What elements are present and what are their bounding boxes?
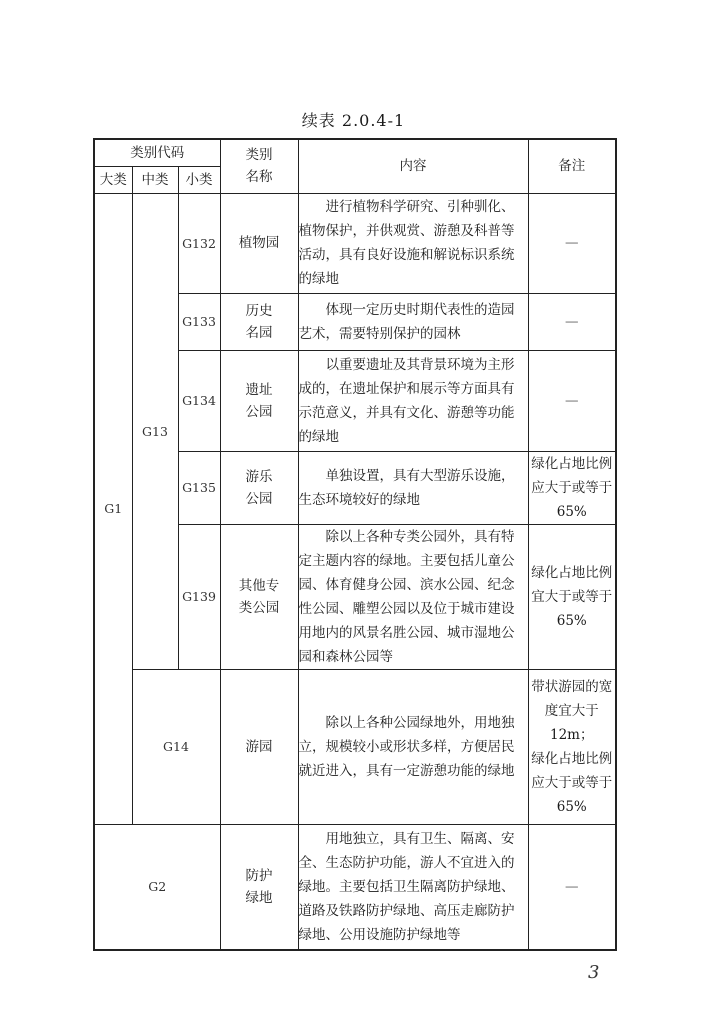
category-name-line: 防护 <box>245 867 273 884</box>
category-remark: 绿化占地比例应大于或等于65% <box>528 451 616 524</box>
table-row <box>94 669 616 824</box>
minor-code: G133 <box>178 293 220 350</box>
remark-line: 绿化占地比例应大于或等于65% <box>531 750 613 815</box>
category-name-line: 历史 <box>245 302 273 319</box>
category-name-line: 绿地 <box>245 889 273 906</box>
major-code-g1: G1 <box>94 193 132 824</box>
category-name-line: 类公园 <box>238 599 280 616</box>
header-middle: 中类 <box>132 166 178 193</box>
major-code-g2: G2 <box>94 824 220 950</box>
category-name <box>220 524 298 669</box>
minor-code: G134 <box>178 350 220 451</box>
category-name-line: 名园 <box>245 324 273 341</box>
category-name-line: 游乐 <box>245 468 273 485</box>
header-name <box>220 139 298 193</box>
header-content: 内容 <box>298 139 528 193</box>
category-name <box>220 293 298 350</box>
category-name <box>220 350 298 451</box>
category-content: 用地独立，具有卫生、隔离、安全、生态防护功能，游人不宜进入的绿地。主要包括卫生隔离防护绿地、道路及铁路防护绿地、高压走廊防护绿地、公用设施防护绿地等 <box>298 824 528 950</box>
category-name <box>220 451 298 524</box>
table-row <box>94 193 616 293</box>
category-name-line: 公园 <box>245 490 273 507</box>
category-remark: — <box>528 293 616 350</box>
header-name-line1: 类别 <box>245 147 273 164</box>
header-code-group: 类别代码 <box>94 139 220 166</box>
category-name-line: 植物园 <box>238 235 280 251</box>
header-remark: 备注 <box>528 139 616 193</box>
table-row <box>94 824 616 950</box>
category-content: 除以上各种公园绿地外，用地独立，规模较小或形状多样，方便居民就近进入，具有一定游憩功能的绿地 <box>298 669 528 824</box>
category-name-line: 公园 <box>245 403 273 420</box>
category-remark: 绿化占地比例宜大于或等于65% <box>528 524 616 669</box>
category-name: 游园 <box>220 669 298 824</box>
category-name <box>220 824 298 950</box>
header-minor: 小类 <box>178 166 220 193</box>
page-number: 3 <box>588 962 600 983</box>
minor-code: G139 <box>178 524 220 669</box>
header-row-1 <box>94 139 616 166</box>
middle-code-g13: G13 <box>132 193 178 669</box>
category-name-line: 其他专 <box>238 577 280 594</box>
category-content: 以重要遗址及其背景环境为主形成的，在遗址保护和展示等方面具有示范意义，并具有文化、游憩等功能的绿地 <box>298 350 528 451</box>
middle-code-g14: G14 <box>132 669 220 824</box>
table-title: 续表 2.0.4-1 <box>301 111 406 130</box>
category-name-line: 遗址 <box>245 381 273 398</box>
minor-code: G135 <box>178 451 220 524</box>
category-remark: — <box>528 193 616 293</box>
header-major: 大类 <box>94 166 132 193</box>
category-content: 进行植物科学研究、引种驯化、植物保护，并供观赏、游憩及科普等活动，具有良好设施和解说标识系统的绿地 <box>298 193 528 293</box>
category-name <box>220 193 298 293</box>
remark-line: 带状游园的宽度宜大于12m； <box>531 678 613 743</box>
classification-table <box>93 138 617 951</box>
category-content: 体现一定历史时期代表性的造园艺术，需要特别保护的园林 <box>298 293 528 350</box>
header-name-line2: 名称 <box>245 169 273 186</box>
category-remark: — <box>528 824 616 950</box>
minor-code: G132 <box>178 193 220 293</box>
category-remark <box>528 669 616 824</box>
category-content: 除以上各种专类公园外，具有特定主题内容的绿地。主要包括儿童公园、体育健身公园、滨水公园、纪念性公园、雕塑公园以及位于城市建设用地内的风景名胜公园、城市湿地公园和森林公园等 <box>298 524 528 669</box>
category-remark: — <box>528 350 616 451</box>
category-content: 单独设置，具有大型游乐设施，生态环境较好的绿地 <box>298 451 528 524</box>
